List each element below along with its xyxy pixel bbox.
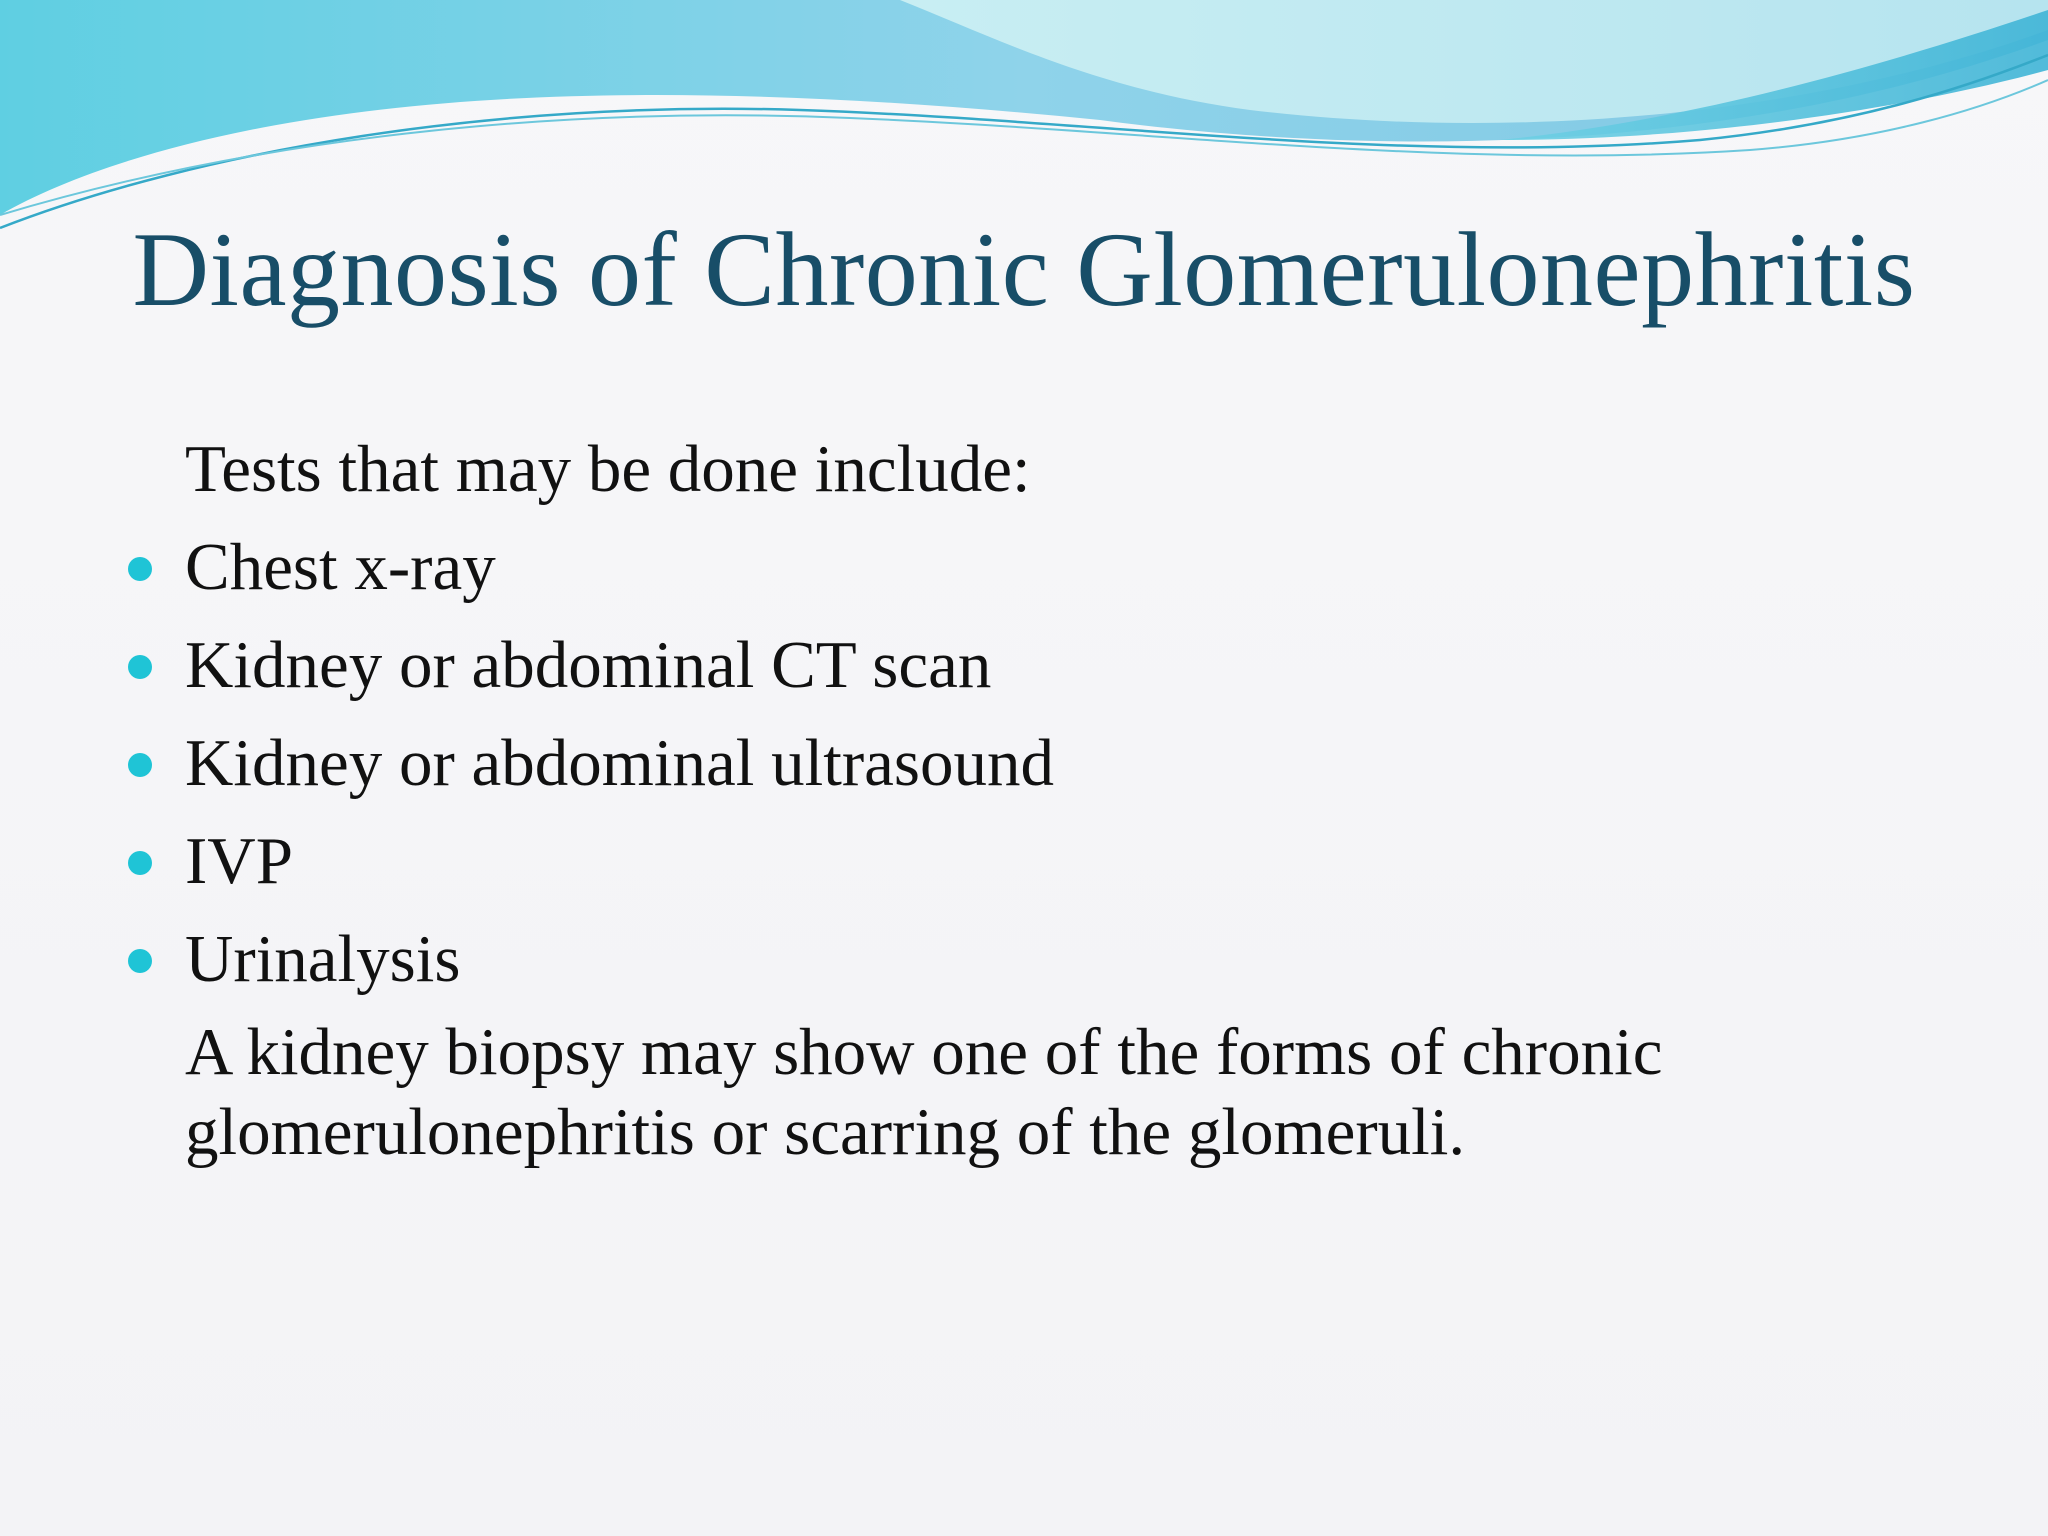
decorative-wave-header	[0, 0, 2048, 240]
slide-title: Diagnosis of Chronic Glomerulonephritis	[132, 211, 1916, 328]
bullet-text: Kidney or abdominal CT scan	[185, 628, 992, 702]
outro-line-1: A kidney biopsy may show one of the forms of chronic	[185, 1015, 1663, 1089]
intro-text: Tests that may be done include:	[185, 432, 1031, 506]
bullet-dot-icon	[128, 655, 152, 679]
bullet-text: Kidney or abdominal ultrasound	[185, 726, 1054, 800]
outro-text	[185, 1012, 1885, 1172]
outro-line-2: glomerulonephritis or scarring of the glomeruli.	[185, 1095, 1466, 1169]
bullet-item-ct-scan	[185, 616, 1885, 714]
bullet-text: Urinalysis	[185, 922, 461, 996]
bullet-list	[185, 518, 1885, 1008]
slide-body	[185, 420, 1885, 1172]
bullet-dot-icon	[128, 753, 152, 777]
bullet-item-chest-xray	[185, 518, 1885, 616]
bullet-text: IVP	[185, 824, 293, 898]
bullet-text: Chest x-ray	[185, 530, 496, 604]
bullet-dot-icon	[128, 557, 152, 581]
bullet-dot-icon	[128, 949, 152, 973]
bullet-item-ivp	[185, 812, 1885, 910]
bullet-item-ultrasound	[185, 714, 1885, 812]
bullet-item-urinalysis	[185, 910, 1885, 1008]
bullet-dot-icon	[128, 851, 152, 875]
